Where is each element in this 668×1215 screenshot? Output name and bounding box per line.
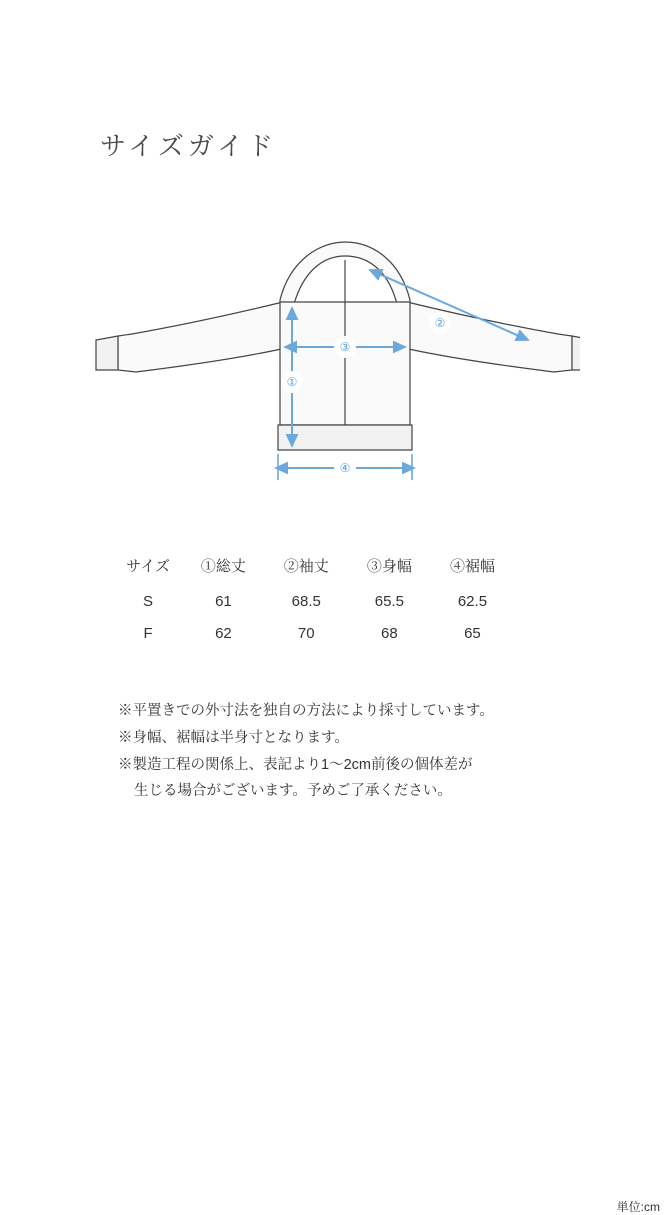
note-line-2: ※身幅、裾幅は半身寸となります。 xyxy=(118,729,349,746)
cell-size: F xyxy=(143,625,153,642)
table-row xyxy=(114,618,514,650)
unit-note: 単位:cm xyxy=(616,1200,660,1214)
header-hem-width: ④裾幅 xyxy=(449,558,495,575)
cell-sleeve-length: 68.5 xyxy=(291,593,321,610)
header-total-length: ①総丈 xyxy=(200,558,246,575)
left-sleeve xyxy=(96,302,286,372)
cell-sleeve-length: 70 xyxy=(297,625,315,642)
measure-label-4: ④ xyxy=(339,461,351,475)
right-sleeve xyxy=(404,302,580,372)
measure-label-3: ③ xyxy=(339,340,351,354)
note-line-4: 生じる場合がございます。予めご了承ください。 xyxy=(134,783,452,800)
cell-hem-width: 62.5 xyxy=(457,593,488,610)
cell-chest-width: 65.5 xyxy=(374,593,404,610)
note-line-1: ※平置きでの外寸法を独自の方法により採寸しています。 xyxy=(118,703,494,719)
page-title: サイズガイド xyxy=(100,131,278,161)
header-size: サイズ xyxy=(126,558,170,575)
cell-chest-width: 68 xyxy=(381,625,398,642)
header-chest-width: ③身幅 xyxy=(366,558,412,575)
table-row xyxy=(114,586,514,618)
header-sleeve-length: ②袖丈 xyxy=(283,558,329,575)
cell-size: S xyxy=(143,593,154,610)
table-header-row xyxy=(114,548,514,586)
notes-block xyxy=(118,698,578,805)
note-line-3: ※製造工程の関係上、表記より1〜2cm前後の個体差が xyxy=(118,756,473,773)
measure-label-1: ① xyxy=(286,375,298,389)
size-table xyxy=(114,548,514,650)
cell-hem-width: 65 xyxy=(464,625,481,642)
measure-label-2: ② xyxy=(434,316,446,330)
cell-total-length: 62 xyxy=(215,625,232,642)
garment-diagram xyxy=(80,230,580,500)
cell-total-length: 61 xyxy=(215,593,232,610)
measure-hem-width xyxy=(276,454,414,480)
